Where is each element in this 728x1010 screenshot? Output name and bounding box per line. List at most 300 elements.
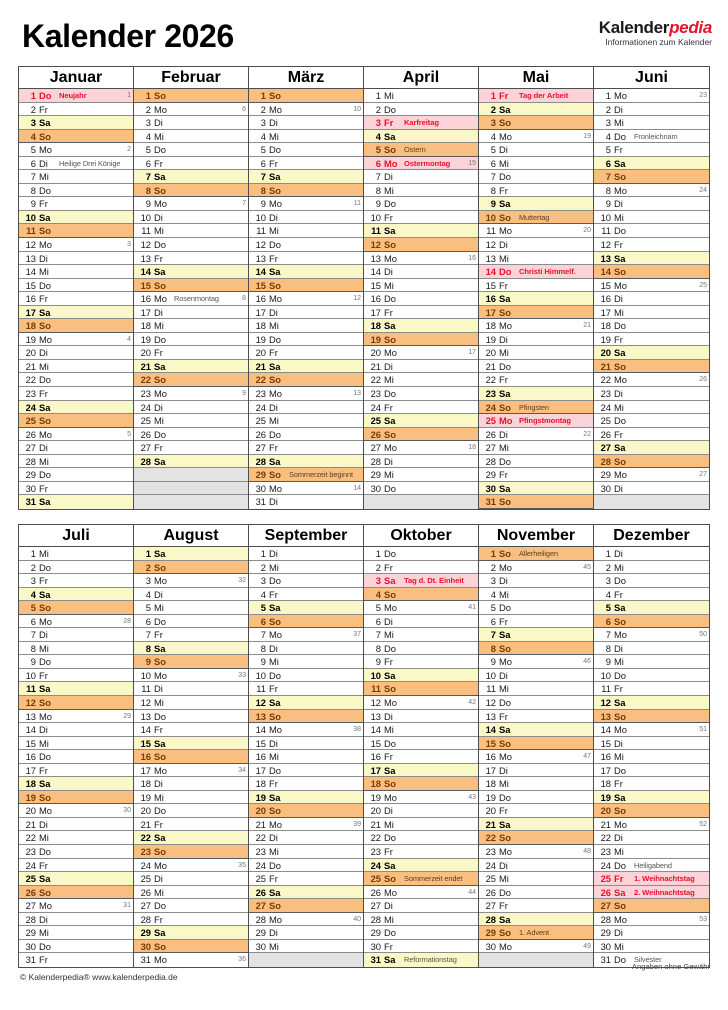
day-number: 17 bbox=[600, 306, 611, 318]
day-cell bbox=[19, 872, 133, 886]
day-cell bbox=[134, 346, 248, 360]
month-title: Februar bbox=[134, 67, 248, 89]
week-number: 27 bbox=[699, 471, 707, 479]
day-number: 29 bbox=[25, 469, 36, 481]
day-weekday: Sa bbox=[499, 913, 511, 925]
day-cell-empty bbox=[249, 953, 363, 967]
week-number: 6 bbox=[242, 105, 246, 113]
day-weekday: Mi bbox=[614, 656, 624, 668]
day-number: 23 bbox=[485, 388, 496, 400]
day-number: 2 bbox=[260, 561, 266, 573]
day-cell bbox=[364, 750, 478, 764]
day-cell bbox=[249, 655, 363, 669]
day-cell bbox=[249, 468, 363, 482]
day-cell bbox=[19, 886, 133, 900]
day-cell bbox=[364, 143, 478, 157]
day-number: 2 bbox=[375, 103, 381, 115]
day-number: 17 bbox=[255, 764, 266, 776]
day-weekday: Di bbox=[269, 401, 278, 413]
day-number: 27 bbox=[485, 900, 496, 912]
day-weekday: Di bbox=[384, 615, 393, 627]
day-weekday: Di bbox=[614, 103, 623, 115]
day-number: 18 bbox=[370, 320, 381, 332]
day-weekday: Do bbox=[39, 279, 51, 291]
day-weekday: Di bbox=[39, 157, 48, 169]
day-cell bbox=[594, 170, 709, 184]
day-number: 27 bbox=[370, 442, 381, 454]
day-cell bbox=[134, 669, 248, 683]
day-weekday: So bbox=[154, 940, 166, 952]
day-cell bbox=[364, 710, 478, 724]
day-cell bbox=[19, 777, 133, 791]
day-weekday: Mo bbox=[499, 130, 513, 142]
day-cell bbox=[594, 764, 709, 778]
day-number: 10 bbox=[25, 669, 36, 681]
day-cell bbox=[249, 482, 363, 496]
day-number: 5 bbox=[145, 144, 151, 156]
day-cell bbox=[134, 547, 248, 561]
day-number: 2 bbox=[260, 103, 266, 115]
day-holiday-label: Silvester bbox=[634, 955, 662, 965]
day-cell bbox=[134, 615, 248, 629]
day-cell bbox=[249, 455, 363, 469]
day-number: 1 bbox=[490, 548, 496, 559]
day-weekday: Sa bbox=[154, 548, 166, 559]
day-cell bbox=[249, 170, 363, 184]
day-weekday: Di bbox=[154, 778, 163, 790]
month-title: September bbox=[249, 525, 363, 547]
day-cell bbox=[134, 252, 248, 266]
day-holiday-label: Ostern bbox=[404, 145, 426, 155]
day-weekday: Di bbox=[614, 482, 623, 494]
day-weekday: So bbox=[499, 642, 511, 654]
day-weekday: Sa bbox=[499, 482, 511, 494]
day-number: 30 bbox=[255, 482, 266, 494]
day-number: 10 bbox=[140, 211, 151, 223]
day-weekday: So bbox=[499, 117, 511, 129]
day-number: 27 bbox=[25, 442, 36, 454]
day-cell bbox=[364, 455, 478, 469]
day-number: 13 bbox=[370, 710, 381, 722]
day-holiday-label: Rosenmontag bbox=[174, 294, 219, 304]
day-number: 3 bbox=[375, 575, 381, 587]
day-number: 25 bbox=[25, 415, 36, 427]
day-weekday: Fr bbox=[384, 751, 393, 763]
day-weekday: Di bbox=[39, 818, 48, 830]
day-cell bbox=[134, 401, 248, 415]
day-weekday: Di bbox=[499, 669, 508, 681]
day-number: 7 bbox=[605, 629, 611, 641]
day-cell bbox=[249, 764, 363, 778]
day-number: 15 bbox=[25, 737, 36, 749]
day-cell bbox=[19, 414, 133, 428]
day-number: 22 bbox=[370, 374, 381, 386]
day-weekday: Fr bbox=[269, 157, 278, 169]
day-weekday: Fr bbox=[39, 764, 48, 776]
day-weekday: Sa bbox=[614, 602, 626, 614]
day-weekday: Mo bbox=[499, 846, 513, 858]
day-holiday-label: Muttertag bbox=[519, 212, 550, 222]
day-cell bbox=[249, 547, 363, 561]
day-number: 18 bbox=[370, 778, 381, 790]
day-cell bbox=[594, 143, 709, 157]
day-cell bbox=[134, 116, 248, 130]
day-weekday: Mo bbox=[154, 575, 168, 587]
day-weekday: Di bbox=[154, 306, 163, 318]
day-weekday: So bbox=[269, 279, 281, 291]
day-number: 24 bbox=[140, 401, 151, 413]
day-weekday: So bbox=[499, 306, 511, 318]
day-weekday: Di bbox=[269, 211, 278, 223]
day-list bbox=[249, 89, 363, 509]
day-weekday: Fr bbox=[499, 615, 508, 627]
day-number: 9 bbox=[375, 656, 381, 668]
brand-tagline: Informationen zum Kalender bbox=[605, 36, 712, 47]
day-cell bbox=[594, 468, 709, 482]
day-number: 21 bbox=[25, 360, 36, 372]
day-cell bbox=[594, 682, 709, 696]
day-holiday-label: Heilige Drei Könige bbox=[59, 158, 121, 168]
day-weekday: Do bbox=[384, 482, 396, 494]
day-cell bbox=[364, 306, 478, 320]
day-number: 25 bbox=[255, 873, 266, 885]
day-weekday: Mi bbox=[614, 401, 624, 413]
day-number: 27 bbox=[255, 900, 266, 912]
day-weekday: Fr bbox=[39, 575, 48, 587]
day-cell bbox=[364, 103, 478, 117]
day-cell bbox=[249, 628, 363, 642]
day-cell bbox=[594, 845, 709, 859]
day-cell bbox=[364, 224, 478, 238]
day-number: 14 bbox=[370, 266, 381, 278]
day-number: 2 bbox=[30, 561, 36, 573]
day-number: 16 bbox=[600, 751, 611, 763]
day-number: 22 bbox=[25, 374, 36, 386]
day-weekday: So bbox=[614, 710, 626, 722]
day-cell bbox=[364, 818, 478, 832]
day-weekday: Mi bbox=[39, 927, 49, 939]
day-weekday: Sa bbox=[269, 266, 281, 278]
calendar-block-first-half bbox=[18, 66, 710, 510]
day-cell bbox=[19, 682, 133, 696]
day-weekday: Mo bbox=[269, 818, 283, 830]
day-cell bbox=[594, 831, 709, 845]
day-weekday: Mo bbox=[154, 293, 168, 305]
day-cell bbox=[249, 642, 363, 656]
day-cell bbox=[134, 710, 248, 724]
day-cell bbox=[19, 319, 133, 333]
day-cell bbox=[249, 130, 363, 144]
day-cell bbox=[134, 574, 248, 588]
day-cell bbox=[594, 615, 709, 629]
day-weekday: Mi bbox=[384, 90, 394, 101]
week-number: 48 bbox=[583, 848, 591, 856]
day-number: 13 bbox=[25, 252, 36, 264]
day-number: 14 bbox=[140, 266, 151, 278]
day-cell bbox=[134, 170, 248, 184]
day-number: 24 bbox=[370, 859, 381, 871]
day-weekday: So bbox=[614, 360, 626, 372]
day-weekday: Mi bbox=[499, 588, 509, 600]
day-number: 16 bbox=[370, 751, 381, 763]
day-weekday: Mi bbox=[384, 469, 394, 481]
day-cell bbox=[364, 561, 478, 575]
day-number: 28 bbox=[370, 913, 381, 925]
day-weekday: Mi bbox=[39, 737, 49, 749]
week-number: 47 bbox=[583, 753, 591, 761]
day-holiday-label: Ostermontag bbox=[404, 158, 451, 168]
day-weekday: Mo bbox=[269, 198, 283, 210]
day-list bbox=[479, 547, 593, 967]
day-weekday: Do bbox=[269, 333, 281, 345]
week-number: 36 bbox=[238, 956, 246, 964]
day-weekday: Di bbox=[614, 737, 623, 749]
day-number: 27 bbox=[485, 442, 496, 454]
day-cell bbox=[134, 872, 248, 886]
day-cell bbox=[594, 130, 709, 144]
day-number: 10 bbox=[370, 211, 381, 223]
day-weekday: Sa bbox=[499, 388, 511, 400]
day-weekday: Sa bbox=[154, 927, 166, 939]
day-number: 2 bbox=[490, 103, 496, 115]
day-number: 25 bbox=[485, 415, 496, 427]
day-weekday: So bbox=[39, 886, 51, 898]
day-weekday: So bbox=[154, 90, 166, 101]
day-number: 12 bbox=[370, 239, 381, 251]
day-number: 24 bbox=[25, 859, 36, 871]
day-number: 19 bbox=[140, 791, 151, 803]
month-column-september bbox=[249, 525, 364, 967]
day-cell bbox=[134, 723, 248, 737]
day-weekday: Sa bbox=[39, 211, 51, 223]
day-weekday: Do bbox=[384, 388, 396, 400]
week-number: 29 bbox=[123, 712, 131, 720]
day-weekday: Mo bbox=[614, 818, 628, 830]
day-number: 30 bbox=[485, 940, 496, 952]
day-number: 26 bbox=[25, 886, 36, 898]
day-number: 19 bbox=[140, 333, 151, 345]
day-cell bbox=[134, 184, 248, 198]
day-number: 19 bbox=[255, 333, 266, 345]
day-weekday: So bbox=[384, 144, 396, 156]
day-list bbox=[19, 547, 133, 967]
day-number: 20 bbox=[370, 347, 381, 359]
day-cell-empty bbox=[134, 495, 248, 509]
day-weekday: So bbox=[39, 415, 51, 427]
day-list bbox=[249, 547, 363, 967]
day-number: 31 bbox=[25, 496, 36, 508]
day-cell bbox=[479, 710, 593, 724]
day-cell bbox=[19, 913, 133, 927]
day-number: 27 bbox=[370, 900, 381, 912]
day-weekday: Sa bbox=[154, 642, 166, 654]
day-number: 19 bbox=[25, 791, 36, 803]
day-number: 16 bbox=[140, 293, 151, 305]
month-title: Oktober bbox=[364, 525, 478, 547]
day-number: 4 bbox=[260, 130, 266, 142]
day-number: 18 bbox=[600, 320, 611, 332]
day-cell bbox=[364, 655, 478, 669]
day-weekday: So bbox=[154, 374, 166, 386]
day-weekday: Mi bbox=[269, 656, 279, 668]
day-weekday: Do bbox=[154, 239, 166, 251]
day-cell bbox=[134, 387, 248, 401]
day-number: 9 bbox=[375, 198, 381, 210]
day-cell bbox=[134, 696, 248, 710]
day-cell bbox=[249, 224, 363, 238]
day-number: 28 bbox=[600, 455, 611, 467]
day-cell bbox=[479, 319, 593, 333]
day-cell bbox=[479, 899, 593, 913]
day-number: 14 bbox=[140, 724, 151, 736]
day-weekday: Do bbox=[614, 764, 626, 776]
day-number: 1 bbox=[490, 90, 496, 101]
day-number: 10 bbox=[25, 211, 36, 223]
day-cell bbox=[479, 482, 593, 496]
day-weekday: Di bbox=[499, 428, 508, 440]
day-weekday: Mi bbox=[499, 347, 509, 359]
day-weekday: So bbox=[269, 184, 281, 196]
week-number: 38 bbox=[353, 726, 361, 734]
day-weekday: Fr bbox=[39, 859, 48, 871]
day-weekday: So bbox=[269, 469, 281, 481]
day-weekday: Mo bbox=[154, 198, 168, 210]
day-cell bbox=[594, 628, 709, 642]
day-number: 6 bbox=[30, 157, 36, 169]
day-weekday: Do bbox=[384, 927, 396, 939]
day-weekday: So bbox=[614, 266, 626, 278]
day-number: 18 bbox=[25, 320, 36, 332]
day-cell bbox=[134, 682, 248, 696]
week-number: 21 bbox=[583, 322, 591, 330]
day-weekday: Sa bbox=[39, 683, 51, 695]
day-cell bbox=[19, 764, 133, 778]
day-number: 22 bbox=[140, 832, 151, 844]
week-number: 18 bbox=[468, 444, 476, 452]
day-weekday: Do bbox=[384, 103, 396, 115]
day-number: 8 bbox=[145, 184, 151, 196]
day-number: 28 bbox=[25, 913, 36, 925]
calendar-block-second-half bbox=[18, 524, 710, 968]
day-cell bbox=[594, 655, 709, 669]
day-cell bbox=[479, 669, 593, 683]
day-weekday: Fr bbox=[384, 117, 394, 129]
day-weekday: Sa bbox=[499, 724, 511, 736]
day-cell bbox=[364, 184, 478, 198]
day-cell bbox=[479, 265, 593, 279]
day-cell bbox=[479, 143, 593, 157]
day-holiday-label: Neujahr bbox=[59, 91, 87, 100]
day-weekday: Sa bbox=[499, 629, 511, 641]
day-cell bbox=[364, 279, 478, 293]
day-number: 23 bbox=[255, 388, 266, 400]
day-number: 7 bbox=[490, 171, 496, 183]
day-cell bbox=[134, 750, 248, 764]
day-cell bbox=[19, 387, 133, 401]
day-weekday: Di bbox=[614, 927, 623, 939]
day-cell bbox=[594, 197, 709, 211]
day-cell bbox=[19, 859, 133, 873]
day-number: 22 bbox=[370, 832, 381, 844]
day-number: 6 bbox=[30, 615, 36, 627]
day-cell bbox=[19, 845, 133, 859]
day-number: 8 bbox=[260, 642, 266, 654]
month-column-august bbox=[134, 525, 249, 967]
day-cell bbox=[249, 103, 363, 117]
day-weekday: Mo bbox=[384, 791, 398, 803]
day-cell bbox=[134, 211, 248, 225]
day-number: 24 bbox=[255, 401, 266, 413]
day-number: 13 bbox=[140, 252, 151, 264]
day-cell bbox=[19, 224, 133, 238]
day-number: 12 bbox=[485, 239, 496, 251]
day-cell bbox=[249, 588, 363, 602]
day-number: 23 bbox=[600, 388, 611, 400]
day-cell bbox=[594, 859, 709, 873]
day-weekday: Fr bbox=[154, 347, 163, 359]
day-cell bbox=[594, 360, 709, 374]
day-weekday: Sa bbox=[614, 442, 626, 454]
day-number: 13 bbox=[600, 252, 611, 264]
day-weekday: Di bbox=[499, 144, 508, 156]
day-weekday: Sa bbox=[384, 225, 396, 237]
day-number: 20 bbox=[600, 805, 611, 817]
day-weekday: Do bbox=[384, 198, 396, 210]
day-number: 5 bbox=[605, 602, 611, 614]
day-number: 7 bbox=[260, 171, 266, 183]
day-weekday: So bbox=[384, 239, 396, 251]
day-cell bbox=[134, 224, 248, 238]
day-list bbox=[594, 89, 709, 509]
day-cell bbox=[134, 333, 248, 347]
day-number: 30 bbox=[370, 940, 381, 952]
day-cell bbox=[594, 886, 709, 900]
day-cell bbox=[364, 682, 478, 696]
day-cell bbox=[134, 360, 248, 374]
day-cell bbox=[479, 306, 593, 320]
month-title: Dezember bbox=[594, 525, 709, 547]
day-number: 28 bbox=[140, 913, 151, 925]
day-weekday: Di bbox=[269, 737, 278, 749]
day-number: 22 bbox=[255, 374, 266, 386]
month-title: Juni bbox=[594, 67, 709, 89]
day-cell bbox=[594, 211, 709, 225]
day-weekday: Sa bbox=[384, 130, 396, 142]
day-weekday: So bbox=[154, 751, 166, 763]
day-weekday: Do bbox=[269, 859, 281, 871]
day-number: 5 bbox=[605, 144, 611, 156]
day-weekday: Sa bbox=[154, 737, 166, 749]
day-cell bbox=[134, 804, 248, 818]
day-number: 10 bbox=[485, 211, 496, 223]
day-number: 28 bbox=[255, 455, 266, 467]
day-number: 17 bbox=[370, 764, 381, 776]
day-weekday: Mi bbox=[384, 913, 394, 925]
day-weekday: Fr bbox=[39, 954, 48, 966]
day-weekday: Fr bbox=[384, 306, 393, 318]
day-number: 29 bbox=[370, 469, 381, 481]
day-weekday: Sa bbox=[39, 496, 51, 508]
day-cell bbox=[134, 777, 248, 791]
day-number: 11 bbox=[371, 683, 381, 695]
day-weekday: Fr bbox=[154, 913, 163, 925]
day-number: 5 bbox=[490, 144, 496, 156]
day-weekday: Do bbox=[269, 428, 281, 440]
day-number: 25 bbox=[600, 873, 611, 885]
day-weekday: Mo bbox=[269, 724, 283, 736]
day-number: 24 bbox=[600, 401, 611, 413]
day-number: 20 bbox=[140, 347, 151, 359]
